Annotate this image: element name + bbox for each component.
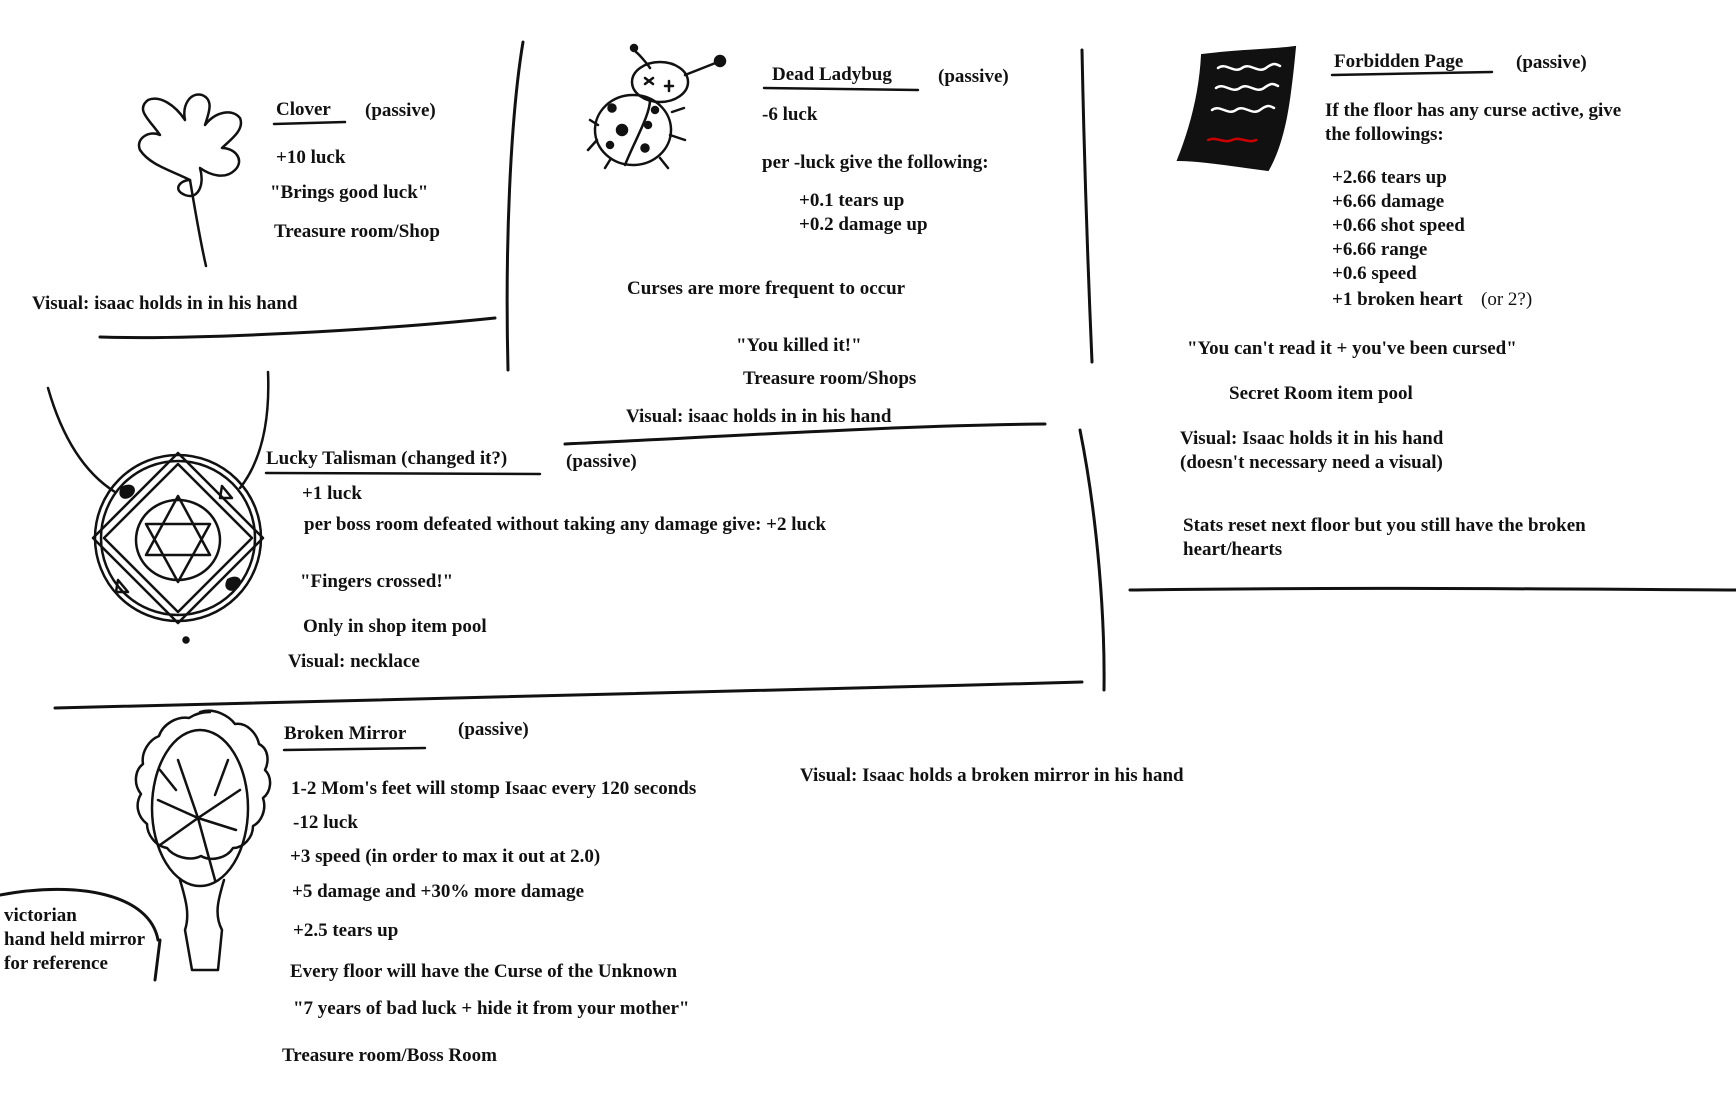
ladybug-stat: -6 luck <box>762 104 818 125</box>
divider-line <box>1130 588 1736 590</box>
page-stat: +6.66 range <box>1332 239 1428 260</box>
divider-line <box>55 682 1082 708</box>
ladybug-visual: Visual: isaac holds in in his hand <box>626 406 892 427</box>
mirror-visual: Visual: Isaac holds a broken mirror in his hand <box>800 765 1184 786</box>
talisman-pool: Only in shop item pool <box>303 616 487 637</box>
page-reset-note: heart/hearts <box>1183 539 1283 560</box>
talisman-quote: "Fingers crossed!" <box>300 571 454 592</box>
talisman-type: (passive) <box>566 451 637 472</box>
mirror-reference-note: victorian <box>4 905 77 926</box>
page-reset-note: Stats reset next floor but you still have the broken <box>1183 515 1586 536</box>
page-icon <box>1178 47 1295 170</box>
page-stat: +0.6 speed <box>1332 263 1417 284</box>
ladybug-curse-note: Curses are more frequent to occur <box>627 278 906 299</box>
mirror-type: (passive) <box>458 719 529 740</box>
title-underline <box>764 88 918 90</box>
talisman-boss-bonus: per boss room defeated without taking any damage give: +2 luck <box>304 514 827 535</box>
divider-line <box>565 424 1045 444</box>
divider-line <box>507 42 523 370</box>
page-visual: Visual: Isaac holds it in his hand <box>1180 428 1444 449</box>
divider-line <box>100 318 495 338</box>
mirror-stat: Every floor will have the Curse of the Unknown <box>290 961 678 982</box>
divider-line <box>1082 50 1092 362</box>
page-stat: +6.66 damage <box>1332 191 1445 212</box>
page-title: Forbidden Page <box>1334 51 1464 72</box>
clover-icon <box>139 95 241 266</box>
ladybug-pool: Treasure room/Shops <box>743 368 917 389</box>
talisman-stat: +1 luck <box>302 483 362 504</box>
ladybug-bonus: +0.1 tears up <box>799 190 905 211</box>
clover-title: Clover <box>276 99 331 120</box>
mirror-stat: +3 speed (in order to max it out at 2.0) <box>290 846 601 867</box>
mirror-stat: +5 damage and +30% more damage <box>292 881 585 902</box>
ladybug-per-luck: per -luck give the following: <box>762 152 989 173</box>
page-stat: +2.66 tears up <box>1332 167 1447 188</box>
mirror-stat: 1-2 Mom's feet will stomp Isaac every 120 seconds <box>291 778 697 799</box>
mirror-stat: +2.5 tears up <box>293 920 399 941</box>
ladybug-title: Dead Ladybug <box>772 64 892 85</box>
title-underline <box>274 122 345 124</box>
ladybug-type: (passive) <box>938 66 1009 87</box>
page-extra: (or 2?) <box>1481 289 1533 310</box>
ladybug-bonus: +0.2 damage up <box>799 214 928 235</box>
page-type: (passive) <box>1516 52 1587 73</box>
mirror-reference-note: for reference <box>4 953 108 974</box>
talisman-icon <box>48 372 268 643</box>
title-underline <box>1332 72 1492 75</box>
clover-quote: "Brings good luck" <box>270 182 429 203</box>
clover-stat: +10 luck <box>276 147 346 168</box>
talisman-title: Lucky Talisman (changed it?) <box>266 448 508 469</box>
ladybug-icon <box>588 45 725 168</box>
page-stat: +0.66 shot speed <box>1332 215 1465 236</box>
page-visual: (doesn't necessary need a visual) <box>1180 452 1443 473</box>
mirror-reference-note: hand held mirror <box>4 929 146 950</box>
page-stat: +1 broken heart <box>1332 289 1463 310</box>
page-condition: the followings: <box>1325 124 1444 145</box>
clover-pool: Treasure room/Shop <box>274 221 440 242</box>
mirror-quote: "7 years of bad luck + hide it from your mother" <box>293 998 690 1019</box>
page-pool: Secret Room item pool <box>1229 383 1413 404</box>
talisman-visual: Visual: necklace <box>288 651 420 672</box>
divider-line <box>1080 430 1104 690</box>
title-underline <box>266 473 540 474</box>
ladybug-quote: "You killed it!" <box>736 335 862 356</box>
mirror-pool: Treasure room/Boss Room <box>282 1045 497 1066</box>
mirror-stat: -12 luck <box>293 812 358 833</box>
title-underline <box>284 748 425 750</box>
page-condition: If the floor has any curse active, give <box>1325 100 1622 121</box>
clover-visual: Visual: isaac holds in in his hand <box>32 293 298 314</box>
clover-type: (passive) <box>365 100 436 121</box>
mirror-title: Broken Mirror <box>284 723 407 744</box>
page-quote: "You can't read it + you've been cursed" <box>1187 338 1517 359</box>
